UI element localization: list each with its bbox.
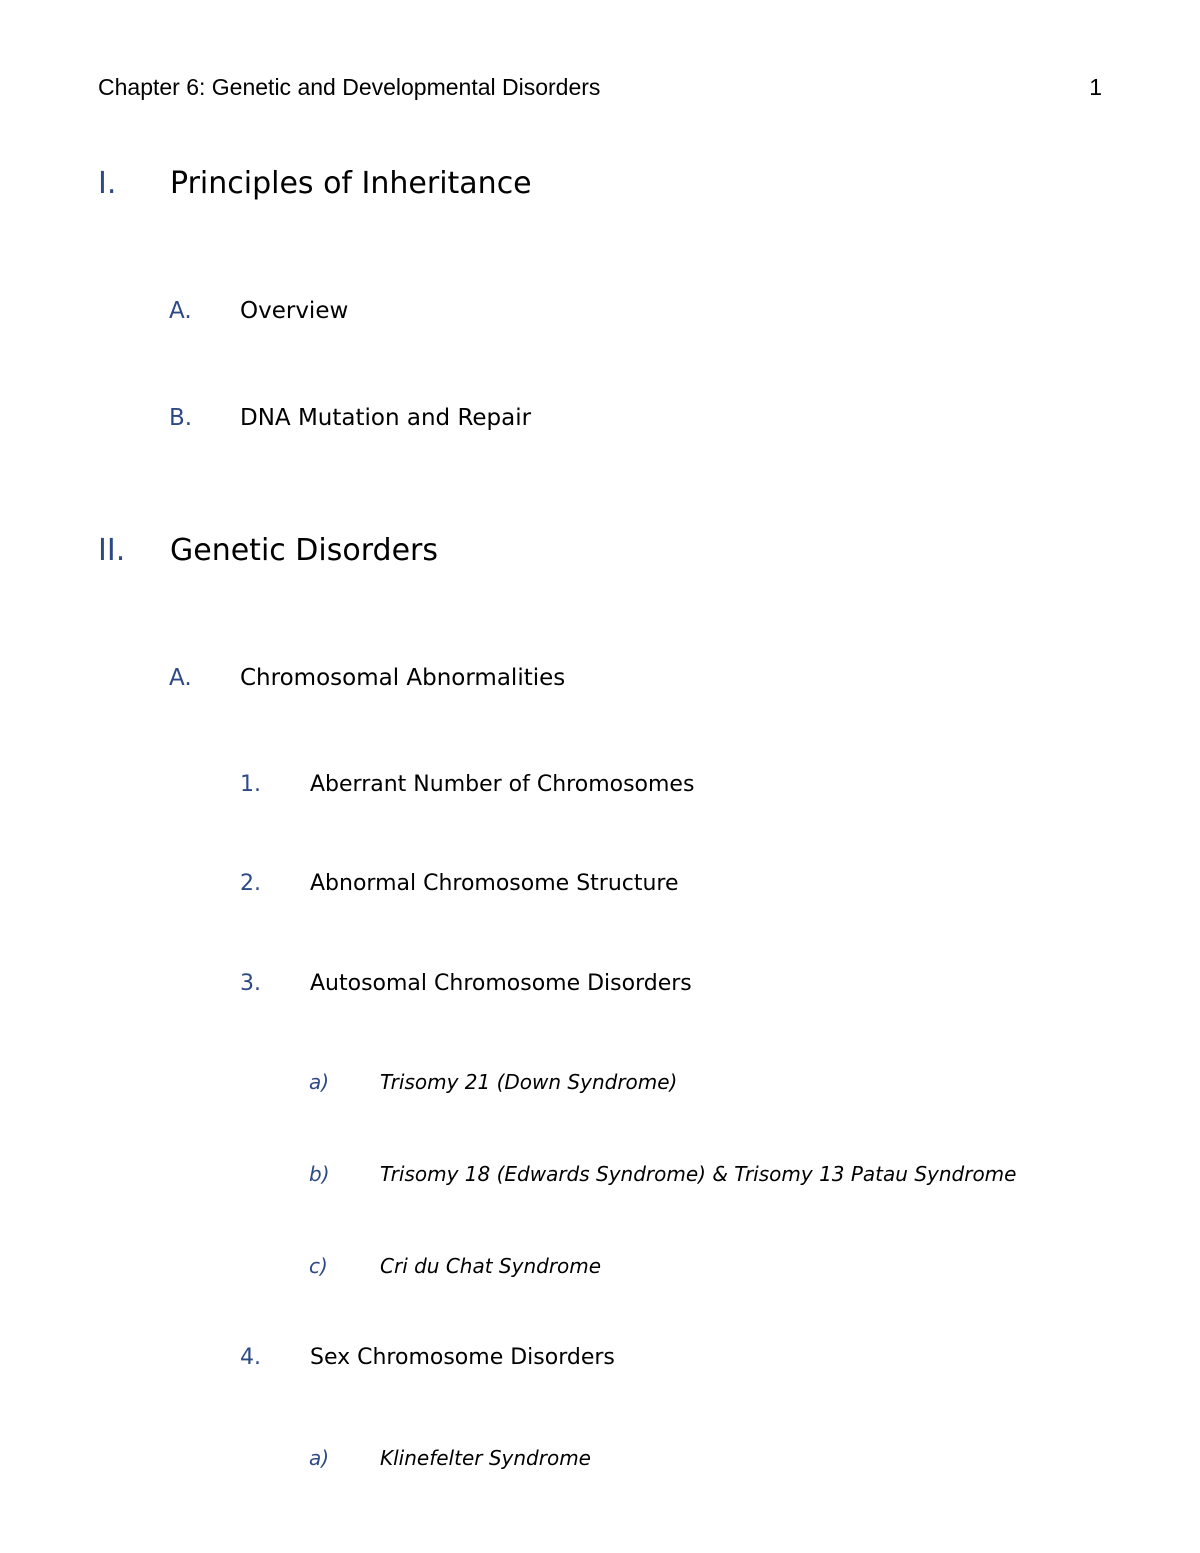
outline-marker: 1. (240, 772, 261, 797)
chapter-title: Chapter 6: Genetic and Developmental Disorders (98, 74, 601, 100)
outline-heading: Autosomal Chromosome Disorders (310, 971, 692, 996)
outline-marker: a) (309, 1070, 330, 1094)
outline-marker: c) (309, 1254, 328, 1278)
outline-heading: Principles of Inheritance (170, 166, 532, 201)
outline-marker: 2. (240, 871, 261, 896)
outline-heading: Chromosomal Abnormalities (240, 665, 566, 691)
outline-heading: Abnormal Chromosome Structure (310, 871, 679, 896)
outline-heading: Overview (240, 298, 349, 324)
outline-marker: 3. (240, 971, 261, 996)
outline-heading: Sex Chromosome Disorders (310, 1345, 615, 1370)
outline-marker: a) (309, 1446, 330, 1470)
page-number: 1 (1089, 74, 1102, 100)
outline-heading: Aberrant Number of Chromosomes (310, 772, 695, 797)
page-header (98, 74, 1102, 106)
outline-marker: I. (98, 166, 117, 201)
outline-marker: A. (169, 298, 192, 324)
outline-heading: Klinefelter Syndrome (380, 1446, 591, 1470)
outline-heading: DNA Mutation and Repair (240, 405, 532, 431)
outline-marker: II. (98, 533, 126, 568)
outline-heading: Cri du Chat Syndrome (380, 1254, 602, 1278)
outline-marker: B. (169, 405, 193, 431)
outline-marker: A. (169, 665, 192, 691)
outline-marker: b) (309, 1162, 330, 1186)
outline-heading: Genetic Disorders (170, 533, 438, 568)
outline-heading: Trisomy 18 (Edwards Syndrome) & Trisomy 13 Patau Syndrome (380, 1162, 1017, 1186)
outline-heading: Trisomy 21 (Down Syndrome) (380, 1070, 678, 1094)
outline-marker: 4. (240, 1345, 261, 1370)
